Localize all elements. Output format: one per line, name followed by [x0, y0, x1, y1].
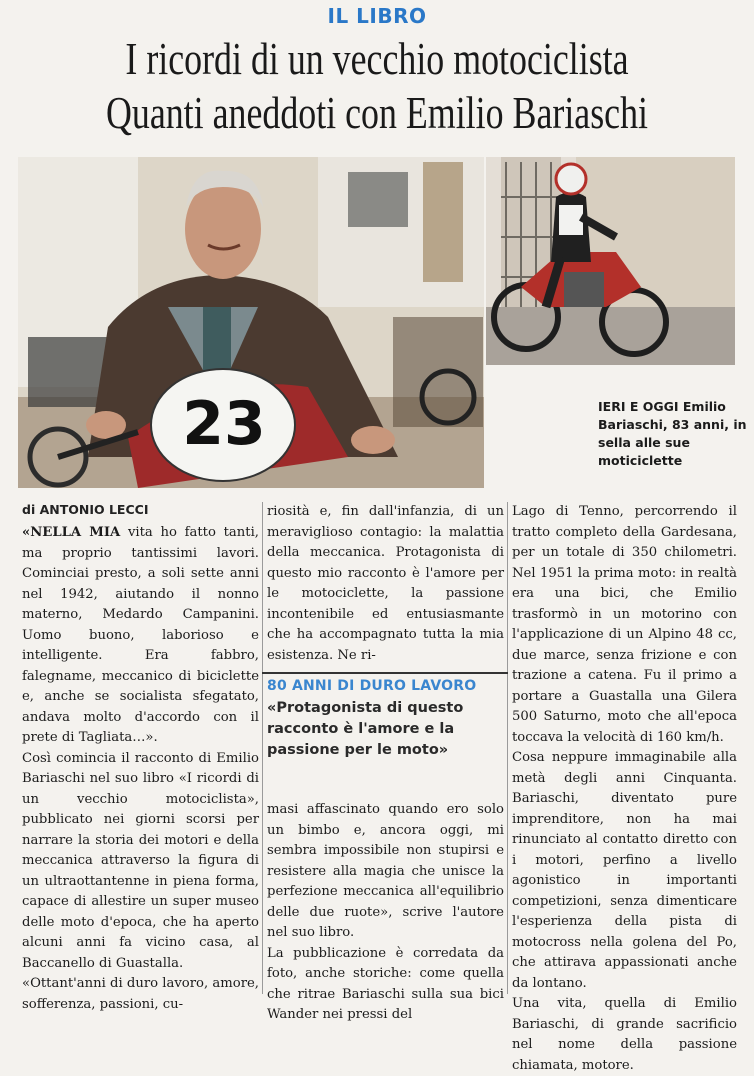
pullquote: «Protagonista di questo racconto è l'amore e la passione per le moto»	[267, 700, 464, 758]
main-photo	[18, 157, 484, 488]
headline-line-1: I ricordi di un vecchio motociclista	[125, 33, 629, 84]
lead-in: «NELLA MIA	[22, 525, 121, 540]
pullquote-rule	[262, 672, 508, 674]
article-column-1	[22, 523, 259, 1015]
paragraph: Cosa neppure immaginabile alla metà degli anni Cinquanta. Bariaschi, diventato pure imprenditore, non ha mai rinunciato al contatto diretto con i motori, perfino a livello agonistico in importanti competizioni, senza dimenticare l'esperienza della pista di motocross nella golena del Po, che attirava appassionati anche da lontano.	[512, 750, 737, 991]
section-label: IL LIBRO	[327, 4, 427, 28]
paragraph: Lago di Tenno, percorrendo il tratto completo della Gardesana, per un totale di 350 chilometri. Nel 1951 la prima moto: in realtà era una bici, che Emilio trasformò in un motorino con l'applicazione di un Alpino 48 cc, due marce, senza frizione e con trazione a catena. Fu il primo a portare a Guastalla una Gilera 500 Saturno, moto che all'epoca toccava la velocità di 160 km/h.	[512, 504, 737, 745]
column-divider	[507, 502, 508, 994]
byline: di ANTONIO LECCI	[22, 502, 149, 517]
article-column-2-continued	[267, 800, 504, 1026]
photo-caption	[598, 398, 748, 470]
headline-line-2: Quanti aneddoti con Emilio Bariaschi	[105, 87, 649, 138]
paragraph: riosità e, fin dall'infanzia, di un meraviglioso contagio: la malattia della meccanica. Protagonista di questo mio racconto è l'amore per le motociclette, la passione incontenibile ed entusiasmante che ha accompagnato tutta la mia esistenza. Ne ri-	[267, 504, 504, 663]
article-column-3	[512, 502, 737, 1076]
inset-photo-illustration	[486, 157, 735, 365]
paragraph: «Ottant'anni di duro lavoro, amore, sofferenza, passioni, cu-	[22, 976, 259, 1012]
article-column-2	[267, 502, 504, 666]
paragraph: La pubblicazione è corredata da foto, anche storiche: come quella che ritrae Bariaschi sulla sua bici Wander nei pressi del	[267, 945, 504, 1022]
paragraph: masi affascinato quando ero solo un bimbo e, ancora oggi, mi sembra impossibile non stupirsi e resistere alla magia che unisce la perfezione meccanica all'equilibrio delle due ruote», scrive l'autore nel suo libro.	[267, 802, 504, 940]
race-number: 23	[182, 389, 266, 459]
paragraph: Una vita, quella di Emilio Bariaschi, di grande sacrificio nel nome della passione chiamata, motore.	[512, 996, 737, 1073]
caption-text: Emilio Bariaschi, 83 anni, in sella alle sue moticiclette	[598, 399, 747, 468]
paragraph: Così comincia il racconto di Emilio Bariaschi nel suo libro «I ricordi di un vecchio motociclista», pubblicato nei giorni scorsi per narrare la storia dei motori e della meccanica attraverso la figura di un ultraottantenne in piena forma, capace di allestire un super museo delle moto d'epoca, che ha aperto alcuni anni fa vicino casa, al Baccanello di Guastalla.	[22, 750, 259, 971]
column-divider	[262, 502, 263, 994]
paragraph	[22, 523, 259, 749]
caption-title: IERI E OGGI	[598, 399, 679, 414]
paragraph-text: vita ho fatto tanti, ma proprio tantissimi lavori. Cominciai presto, a soli sette anni nel 1942, aiutando il nonno materno, Medardo Campanini. Uomo buono, laborioso e intelligente. Era fabbro, falegname, meccanico di biciclette e, anche se socialista sfegatato, andava molto d'accordo con il prete di Tagliata…».	[22, 525, 259, 745]
inset-photo	[486, 157, 735, 365]
subhead: 80 ANNI DI DURO LAVORO	[267, 678, 477, 694]
